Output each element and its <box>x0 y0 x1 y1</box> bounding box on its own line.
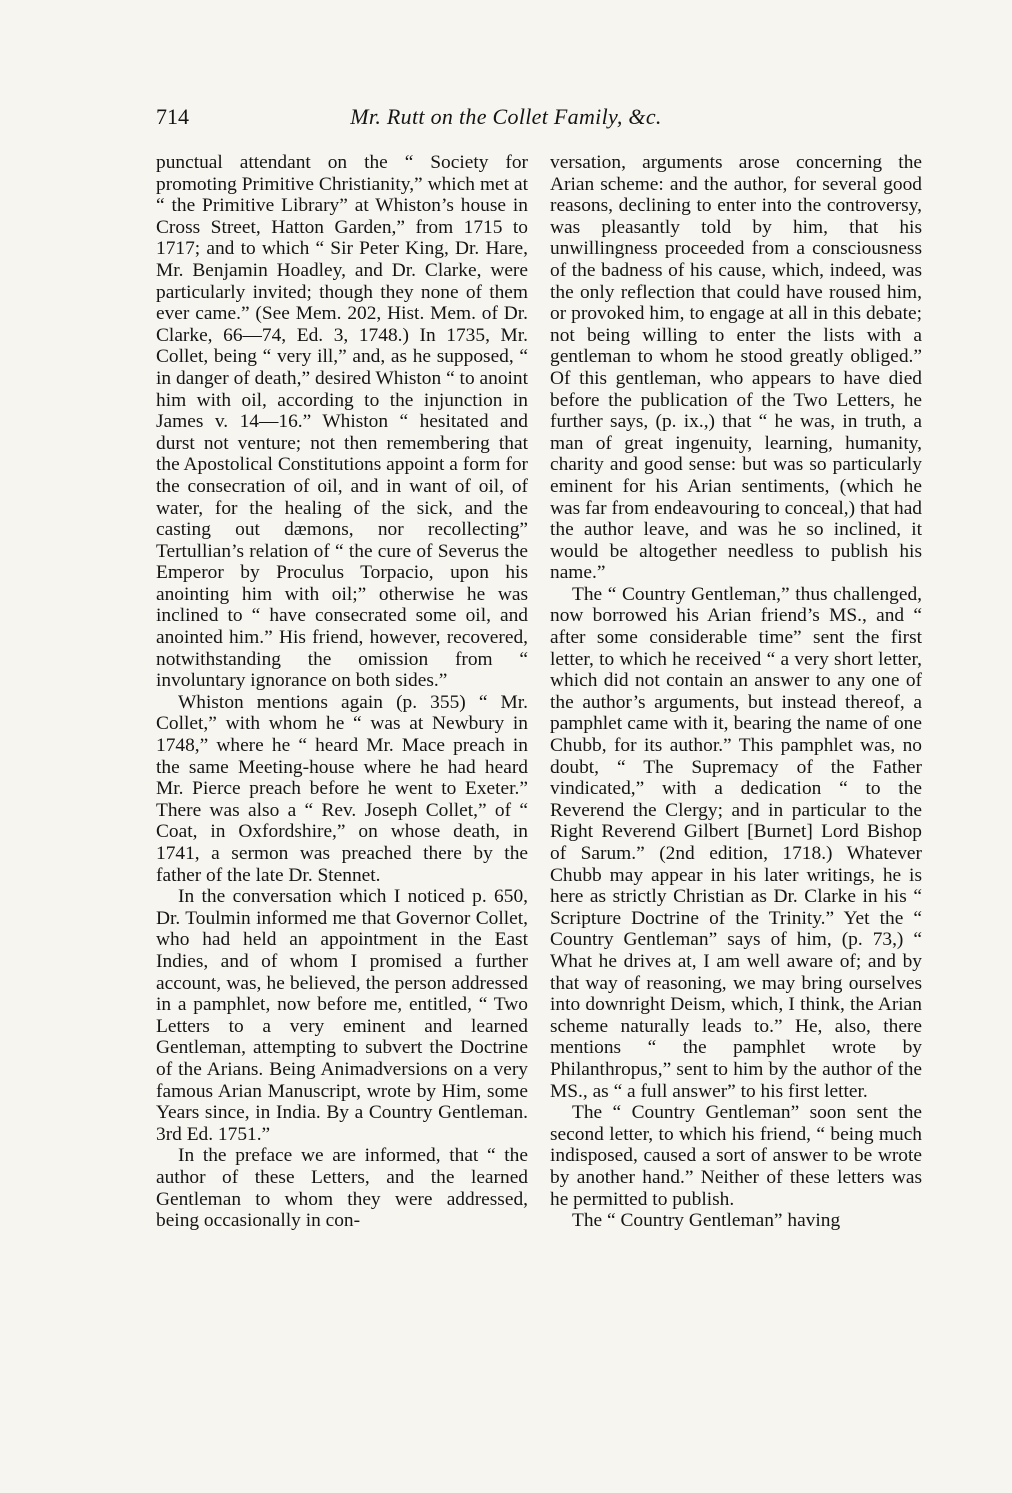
left-paragraph-1: punctual attendant on the “ Society for promoting Primitive Christianity,” which met at “ the Primitive Library” at Whiston’s house in Cross Street, Hatton Garden,” from 1715 to 1717; and to which “ Sir Peter King, Dr. Hare, Mr. Benjamin Hoadley, and Dr. Clarke, were particularly invited; though they none of them ever came.” (See Mem. 202, Hist. Mem. of Dr. Clarke, 66—74, Ed. 3, 1748.) In 1735, Mr. Collet, being “ very ill,” and, as he supposed, “ in danger of death,” desired Whiston “ to anoint him with oil, according to the injunction in James v. 14—16.” Whiston “ hesitated and durst not venture; not then remembering that the Apostolical Constitutions appoint a form for the consecration of oil, and in want of oil, of water, for the healing of the sick, and the casting out dæmons, nor recollecting” Tertullian’s relation of “ the cure of Severus the Emperor by Proculus Torpacio, upon his anointing him with oil;” otherwise he was inclined to “ have consecrated some oil, and anointed him.” His friend, however, recovered, notwithstanding the omission from “ involuntary ignorance on both sides.” <box>156 152 528 692</box>
right-paragraph-3: The “ Country Gentleman” soon sent the second letter, to which his friend, “ being much indisposed, caused a sort of answer to be wrote by another hand.” Neither of these letters was he permitted to publish. <box>550 1102 922 1210</box>
right-paragraph-1: versation, arguments arose concerning the Arian scheme: and the author, for several good reasons, declining to enter into the controversy, was pleasantly told by him, that his unwillingness proceeded from a consciousness of the badness of his cause, which, indeed, was the only reflection that could have roused him, or provoked him, to engage at all in this debate; not being willing to enter the lists with a gentleman to whom he stood greatly obliged.” Of this gentleman, who appears to have died before the publication of the Two Letters, he further says, (p. ix.,) that “ he was, in truth, a man of great ingenuity, learning, humanity, charity and good sense: but was so particularly eminent for his Arian sentiments, (which he was far from endeavouring to conceal,) that had the author leave, and was he so inclined, it would be altogether needless to publish his name.” <box>550 152 922 584</box>
right-column <box>550 152 922 1232</box>
right-paragraph-2: The “ Country Gentleman,” thus challenged, now borrowed his Arian friend’s MS., and “ after some considerable time” sent the first letter, to which he received “ a very short letter, which did not contain an answer to any one of the author’s arguments, but instead thereof, a pamphlet came with it, bearing the name of one Chubb, for its author.” This pamphlet was, no doubt, “ The Supremacy of the Father vindicated,” with a dedication “ to the Reverend the Clergy; and in particular to the Right Reverend Gilbert [Burnet] Lord Bishop of Sarum.” (2nd edition, 1718.) Whatever Chubb may appear in his later writings, he is here as strictly Christian as Dr. Clarke in his “ Scripture Doctrine of the Trinity.” Yet the “ Country Gentleman” says of him, (p. 73,) “ What he drives at, I am well aware of; and by that way of reasoning, we may bring ourselves into downright Deism, which, I think, the Arian scheme naturally leads to.” He, also, there mentions “ the pamphlet wrote by Philanthropus,” sent to him by the author of the MS., as “ a full answer” to his first letter. <box>550 583 922 1102</box>
left-column <box>156 152 528 1232</box>
right-paragraph-4: The “ Country Gentleman” having <box>572 1210 841 1232</box>
running-title: Mr. Rutt on the Collet Family, &c. <box>350 104 662 129</box>
left-paragraph-2: Whiston mentions again (p. 355) “ Mr. Collet,” with whom he “ was at Newbury in 1748,” where he “ heard Mr. Mace preach in the same Meeting-house where he had heard Mr. Pierce preach before he went to Exeter.” There was also a “ Rev. Joseph Collet,” of “ Coat, in Oxfordshire,” on whose death, in 1741, a sermon was preached there by the father of the late Dr. Stennet. <box>156 691 528 886</box>
left-paragraph-4: In the preface we are informed, that “ the author of these Letters, and the learned Gentleman to whom they were addressed, being occasionally in con- <box>156 1145 528 1232</box>
left-paragraph-3: In the conversation which I noticed p. 650, Dr. Toulmin informed me that Governor Collet, who had held an appointment in the East Indies, and of whom I promised a further account, was, he believed, the person addressed in a pamphlet, now before me, entitled, “ Two Letters to a very eminent and learned Gentleman, attempting to subvert the Doctrine of the Arians. Being Animadversions on a very famous Arian Manuscript, wrote by Him, some Years since, in India. By a Country Gentleman. 3rd Ed. 1751.” <box>156 886 528 1145</box>
page-number: 714 <box>156 104 189 129</box>
page-header <box>156 104 856 138</box>
